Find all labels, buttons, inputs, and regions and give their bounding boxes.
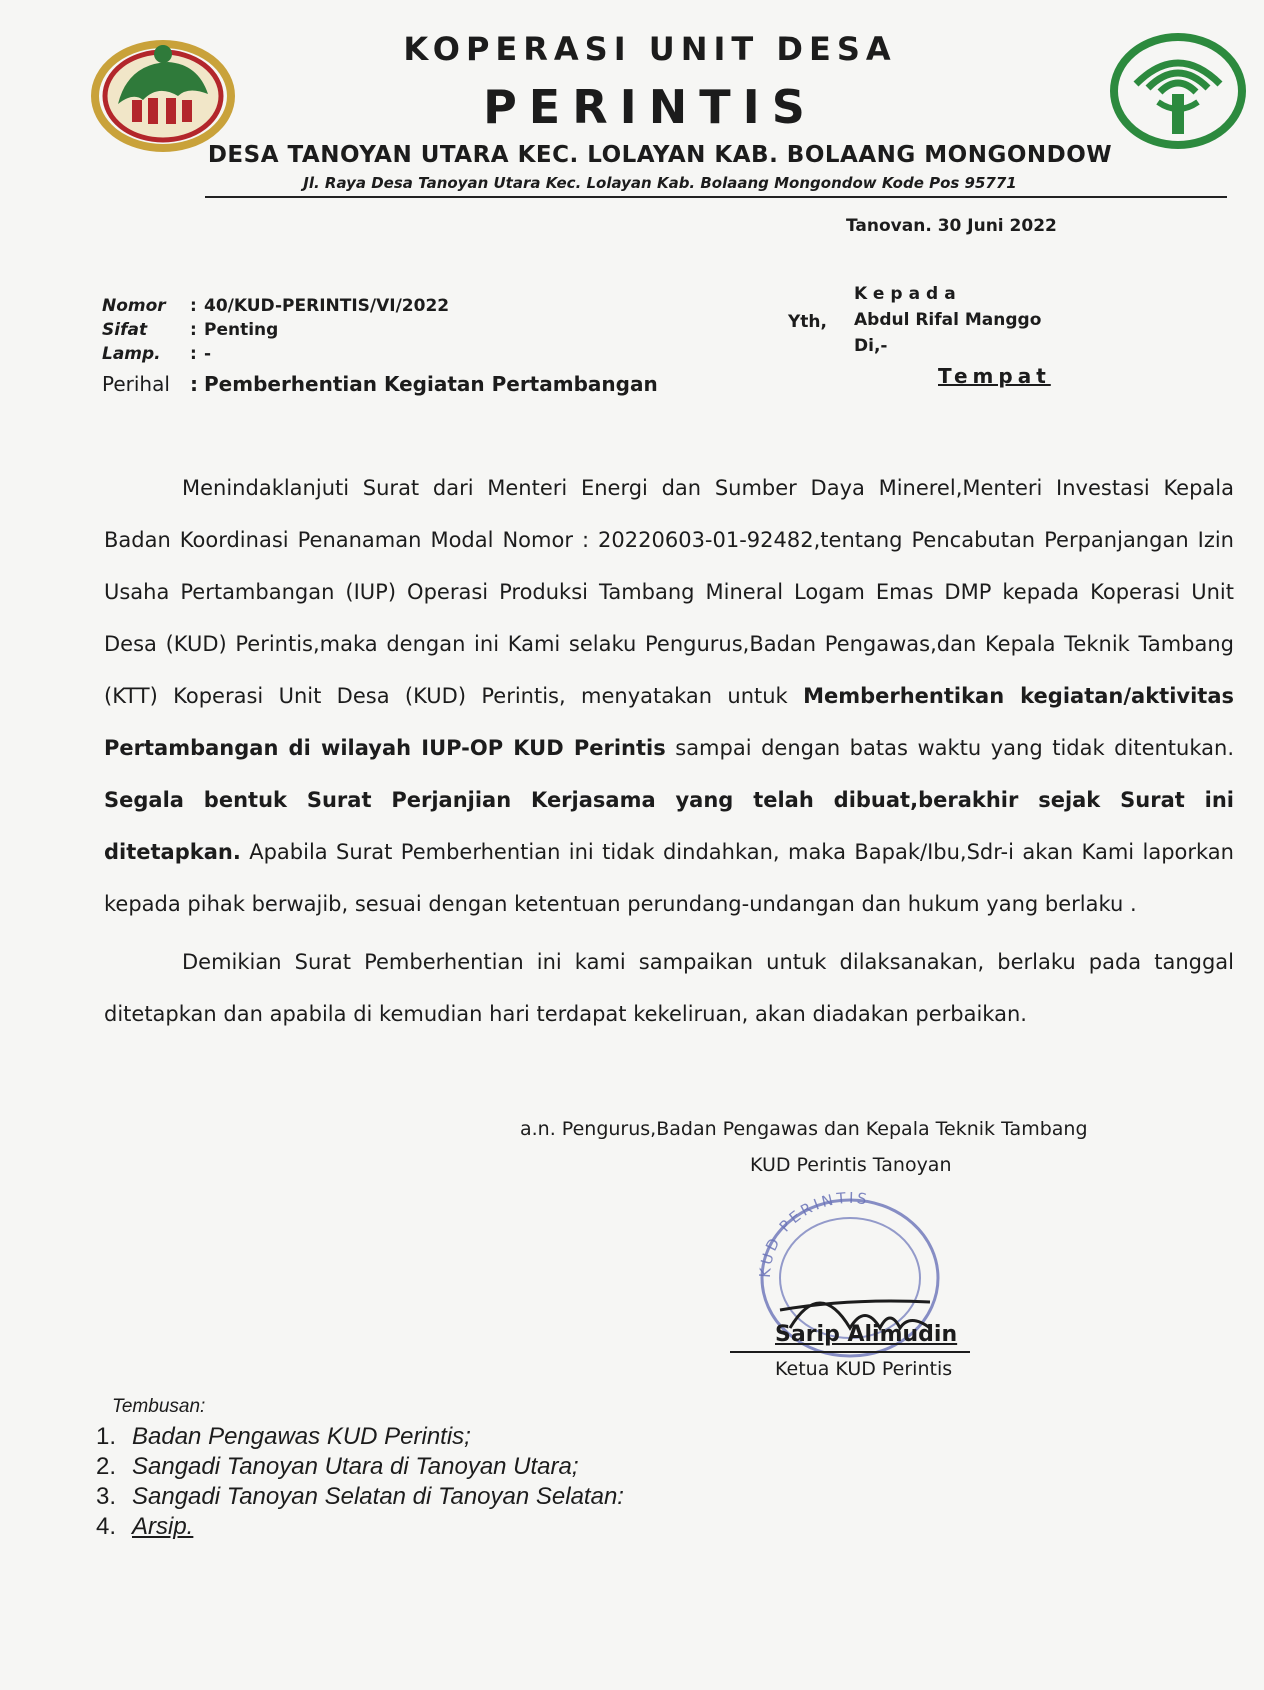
- meta-label: Lamp.: [102, 344, 161, 364]
- meta-label: Nomor: [102, 296, 166, 316]
- cc-list: [96, 1422, 624, 1542]
- cc-item: [96, 1452, 624, 1482]
- meta-value: -: [204, 344, 212, 364]
- meta-perihal: [102, 372, 658, 402]
- cc-item: [96, 1512, 624, 1542]
- meta-label: Sifat: [102, 320, 148, 340]
- cc-item-text: Sangadi Tanoyan Utara di Tanoyan Utara;: [132, 1453, 579, 1480]
- regency-emblem-icon: [88, 34, 238, 154]
- recipient-kepada: Kepada: [854, 284, 962, 304]
- svg-text:KUD PERINTIS: [756, 1189, 871, 1279]
- letterhead-divider: [205, 196, 1227, 198]
- letter-meta: [102, 296, 658, 402]
- recipient-di: Di,-: [854, 336, 888, 356]
- meta-lamp: [102, 344, 658, 368]
- cc-item-num: 4.: [96, 1513, 117, 1540]
- cc-title: Tembusan:: [112, 1396, 206, 1417]
- cooperative-emblem-icon: [1108, 32, 1248, 150]
- cc-item: [96, 1482, 624, 1512]
- meta-sep: :: [190, 296, 197, 316]
- body-text: Apabila Surat Pemberhentian ini tidak dindahkan, maka Bapak/Ibu,Sdr-i akan Kami laporkan kepada pihak berwajib, sesuai dengan ketentuan perundang-undangan dan hukum yang berlaku .: [104, 840, 1234, 916]
- meta-value: Pemberhentian Kegiatan Pertambangan: [204, 372, 658, 396]
- meta-value: 40/KUD-PERINTIS/VI/2022: [204, 296, 450, 316]
- signature-on-behalf: a.n. Pengurus,Badan Pengawas dan Kepala Teknik Tambang: [520, 1118, 1088, 1140]
- signer-name: Sarip Alimudin: [775, 1322, 958, 1347]
- meta-sep: :: [190, 344, 197, 364]
- signature-org: KUD Perintis Tanoyan: [750, 1154, 952, 1176]
- org-address: DESA TANOYAN UTARA KEC. LOLAYAN KAB. BOLAANG MONGONDOW: [207, 142, 1113, 168]
- cc-item-text: Sangadi Tanoyan Selatan di Tanoyan Selatan:: [132, 1483, 624, 1510]
- body-emphasis: Segala bentuk Surat Perjanjian Kerjasama yang telah dibuat,berakhir sejak Surat ini ditetapkan.: [104, 788, 1234, 864]
- recipient-name: Abdul Rifal Manggo: [854, 310, 1042, 330]
- signer-title: Ketua KUD Perintis: [775, 1358, 953, 1380]
- org-name-line1: KOPERASI UNIT DESA: [403, 30, 897, 68]
- letter-date: Tanovan. 30 Juni 2022: [846, 216, 1057, 236]
- body-paragraph-2: Demikian Surat Pemberhentian ini kami sampaikan untuk dilaksanakan, berlaku pada tanggal ditetapkan dan apabila di kemudian hari terdapat kekeliruan, akan diadakan perbaikan.: [104, 950, 1234, 1026]
- cc-item-num: 1.: [96, 1423, 117, 1450]
- meta-label: Perihal: [102, 372, 170, 396]
- body-text: Menindaklanjuti Surat dari Menteri Energi dan Sumber Daya Minerel,Menteri Investasi Kepala Badan Koordinasi Penanaman Modal Nomor : 20220603-01-92482,tentang Pencabutan Perpanjangan Izin Usaha Pertambangan (IUP) Operasi Produksi Tambang Mineral Logam Emas DMP kepada Koperasi Unit Desa (KUD) Perintis,maka dengan ini Kami selaku Pengurus,Badan Pengawas,dan Kepala Teknik Tambang (KTT) Koperasi Unit Desa (KUD) Perintis, menyatakan untuk: [104, 476, 1234, 708]
- recipient-tempat: Tempat: [938, 364, 1051, 388]
- meta-sep: :: [190, 320, 197, 340]
- meta-value: Penting: [204, 320, 279, 340]
- cc-item: [96, 1422, 624, 1452]
- meta-sifat: [102, 320, 658, 344]
- letter-body: [104, 462, 1234, 1040]
- body-text: sampai dengan batas waktu yang tidak ditentukan.: [665, 736, 1234, 760]
- cc-item-text: Arsip.: [132, 1513, 194, 1540]
- recipient-yth: Yth,: [788, 312, 827, 332]
- body-paragraph-1: [104, 462, 1234, 930]
- meta-nomor: [102, 296, 658, 320]
- stamp-text: KUD PERINTIS: [755, 1188, 871, 1279]
- meta-sep: :: [190, 372, 198, 396]
- org-name-line2: PERINTIS: [483, 80, 817, 134]
- body-emphasis: Memberhentikan kegiatan/aktivitas Pertambangan di wilayah IUP-OP KUD Perintis: [104, 684, 1234, 760]
- cc-item-num: 2.: [96, 1453, 117, 1480]
- cc-item-num: 3.: [96, 1483, 117, 1510]
- org-street: Jl. Raya Desa Tanoyan Utara Kec. Lolayan Kab. Bolaang Mongondow Kode Pos 95771: [303, 174, 1017, 192]
- cc-item-text: Badan Pengawas KUD Perintis;: [132, 1423, 471, 1450]
- carbon-copy: [96, 1396, 624, 1542]
